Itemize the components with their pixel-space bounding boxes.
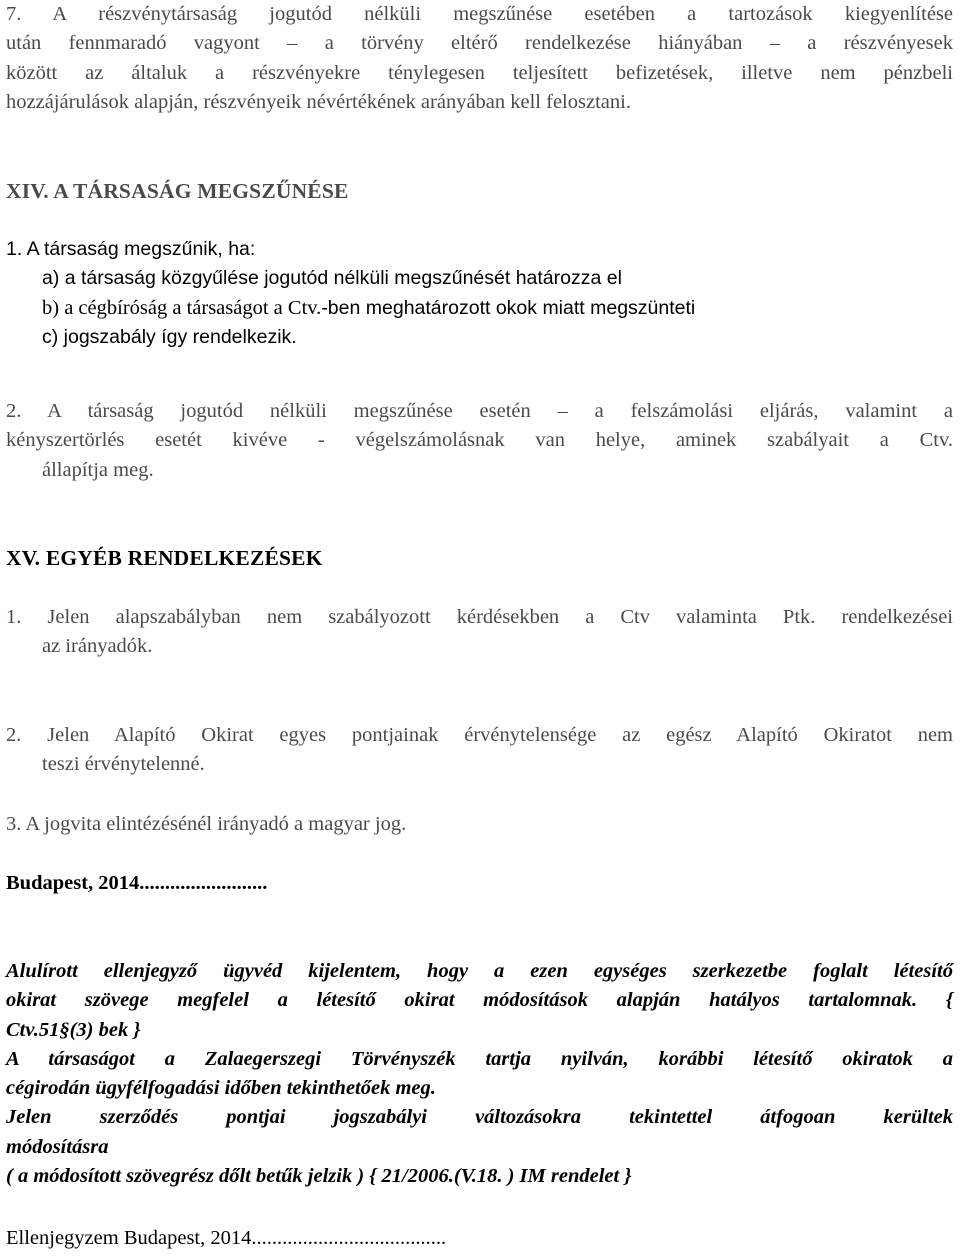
xiv-item-1-b-part1: b) a cégbíróság a társaságot a Ctv. (42, 296, 322, 319)
attestation-line: Ctv.51§(3) bek } (6, 1018, 141, 1041)
xiv-item-2-line: kényszertörlés esetét kivéve - végelszámolásnak van helye, aminek szabályait a Ctv. (6, 429, 953, 452)
countersignature: Ellenjegyzem Budapest, 2014...................................... (6, 1227, 447, 1249)
attestation-line: Jelen szerződés pontjai jogszabályi változásokra tekintettel átfogoan kerültek (6, 1106, 953, 1129)
attestation-line: okirat szövege megfelel a létesítő okirat módosítások alapján hatályos tartalomnak. { (6, 989, 953, 1012)
item-7-line: 7. A részvénytársaság jogutód nélküli megszűnése esetében a tartozások kiegyenlítése (6, 3, 953, 25)
xv-item-3: 3. A jogvita elintézésénél irányadó a magyar jog. (6, 813, 407, 835)
xiv-item-2-line: 2. A társaság jogutód nélküli megszűnése esetén – a felszámolási eljárás, valamint a (6, 400, 953, 422)
item-7-line: után fennmaradó vagyont – a törvény eltérő rendelkezése hiányában – a részvényesek (6, 32, 953, 55)
xiv-item-1 (6, 235, 953, 352)
xv-item-1-line: 1. Jelen alapszabályban nem szabályozott kérdésekben a Ctv valaminta Ptk. rendelkezései (6, 606, 953, 628)
xv-item-2 (6, 721, 953, 750)
attestation-line: módosításra (6, 1135, 109, 1158)
xiv-item-1-b (6, 294, 953, 323)
item-7-line: között az általuk a részvényekre ténylegesen teljesített befizetések, illetve nem pénzbeli (6, 61, 953, 84)
xiv-item-1-c: c) jogszabály így rendelkezik. (42, 325, 297, 348)
attestation-block (6, 957, 953, 1191)
attestation-line: cégirodán ügyfélfogadási időben tekinthetőek meg. (6, 1077, 436, 1100)
xiv-item-2 (6, 397, 953, 456)
item-7-last-line: hozzájárulások alapján, részvényeik névértékének arányában kell felosztani. (6, 91, 631, 113)
section-xiv-heading: XIV. A TÁRSASÁG MEGSZŰNÉSE (6, 179, 349, 203)
place-date: Budapest, 2014......................... (6, 872, 268, 894)
attestation-line: Alulírott ellenjegyző ügyvéd kijelentem, hogy a ezen egységes szerkezetbe foglalt létesítő (6, 960, 953, 982)
attestation-line: ( a módosított szövegrész dőlt betűk jelzik ) { 21/2006.(V.18. ) IM rendelet } (6, 1165, 632, 1188)
attestation-line: A társaságot a Zalaegerszegi Törvényszék tartja nyilván, korábbi létesítő okiratok a (6, 1047, 953, 1070)
xiv-item-2-last-line: állapítja meg. (42, 459, 154, 481)
xiv-item-1-a: a) a társaság közgyűlése jogutód nélküli megszűnését határozza el (42, 267, 622, 290)
xv-item-1 (6, 603, 953, 632)
xv-item-2-line: 2. Jelen Alapító Okirat egyes pontjainak érvénytelensége az egész Alapító Okiratot nem (6, 724, 953, 746)
xiv-item-1-b-part2: -ben meghatározott okok miatt megszünteti (321, 296, 696, 319)
xv-item-2-last-line: teszi érvénytelenné. (42, 753, 205, 775)
section-xv-heading: XV. EGYÉB RENDELKEZÉSEK (6, 546, 323, 570)
xv-item-1-last-line: az irányadók. (42, 635, 153, 657)
item-7-paragraph (6, 0, 953, 88)
xiv-item-1-intro: 1. A társaság megszűnik, ha: (6, 238, 256, 260)
